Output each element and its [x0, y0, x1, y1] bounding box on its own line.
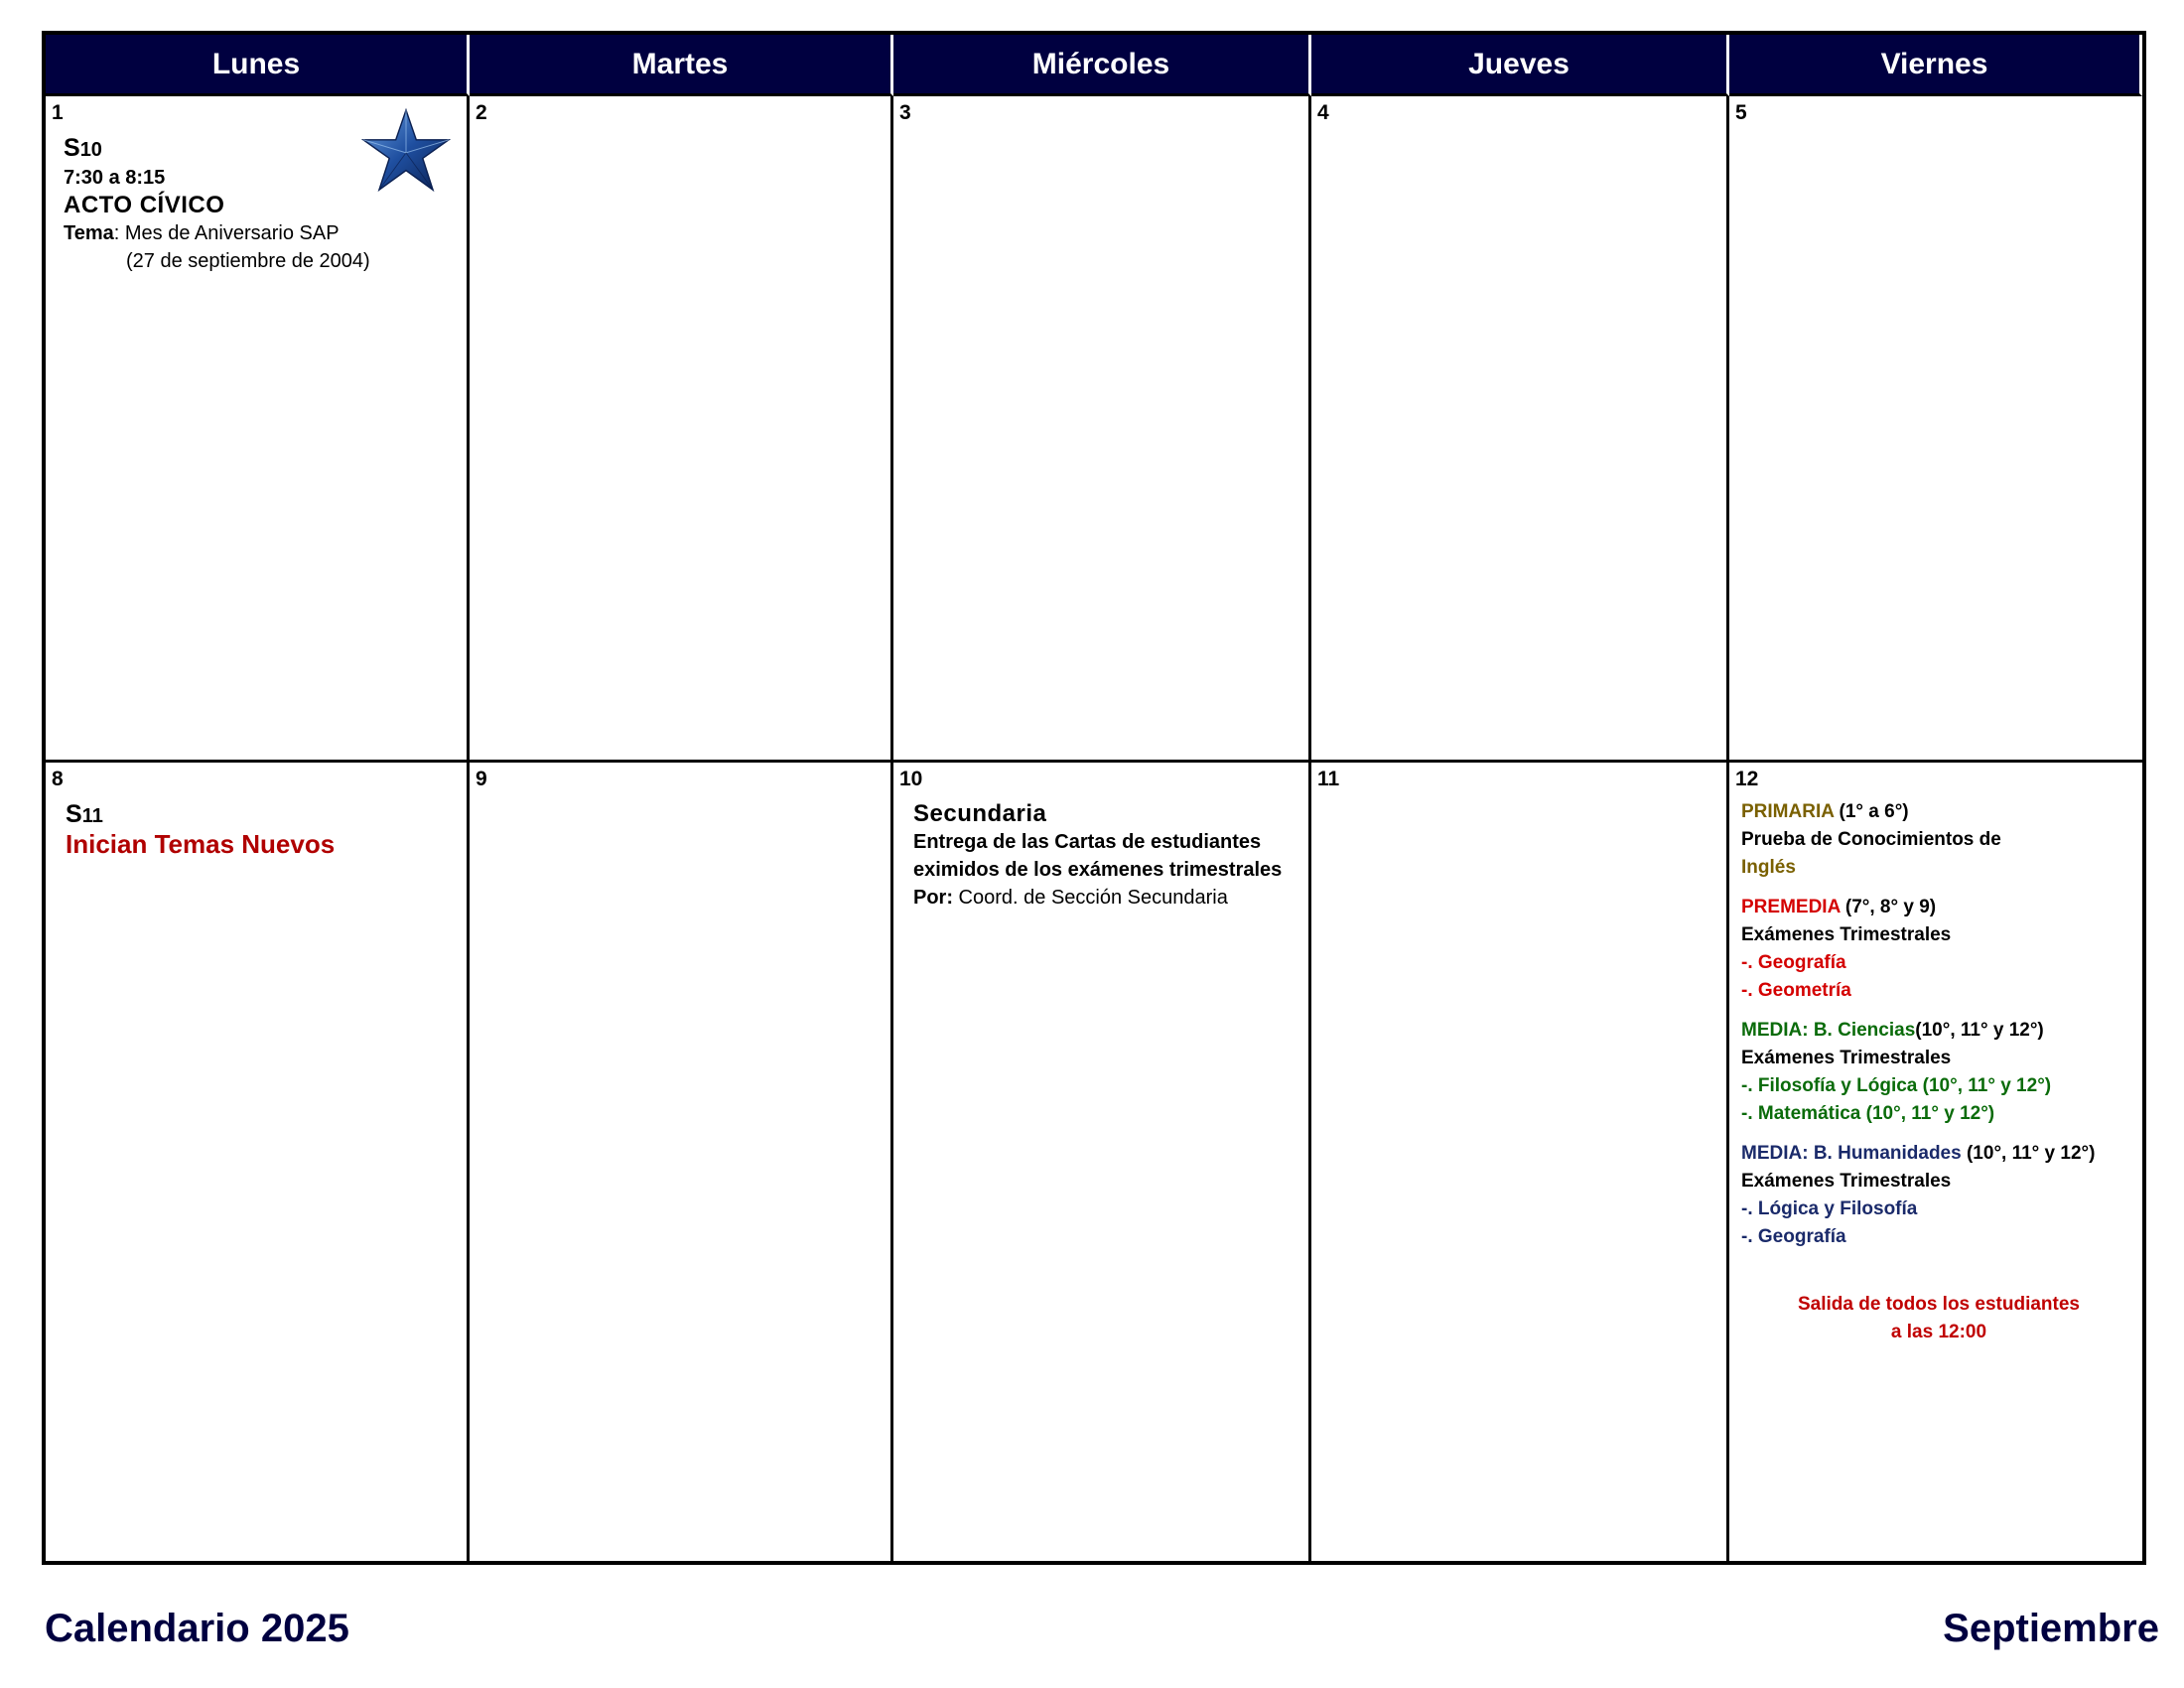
- calendar-grid: [42, 31, 2146, 1565]
- premedia-line: Exámenes Trimestrales: [1741, 924, 1952, 945]
- day-number: 11: [1317, 768, 1340, 790]
- day-cell-1: [46, 96, 470, 763]
- event-tema: Tema: Mes de Aniversario SAP: [64, 222, 340, 244]
- week-label: S10: [64, 134, 102, 162]
- day-cell-2: [470, 96, 893, 763]
- day-cell-4: [1311, 96, 1729, 763]
- header-jueves: Jueves: [1311, 35, 1729, 96]
- day-number: 5: [1735, 101, 1747, 124]
- event-line: eximidos de los exámenes trimestrales: [913, 859, 1283, 881]
- day-cell-10: [893, 763, 1311, 1561]
- header-martes: Martes: [470, 35, 893, 96]
- ciencias-subject: -. Matemática (10°, 11° y 12°): [1741, 1103, 1995, 1124]
- event-title: Inician Temas Nuevos: [66, 829, 336, 859]
- event-time: 7:30 a 8:15: [64, 167, 166, 189]
- primaria-line: Prueba de Conocimientos de: [1741, 829, 2001, 850]
- day-number: 3: [899, 101, 911, 124]
- day-cell-11: [1311, 763, 1729, 1561]
- event-por: Por: Coord. de Sección Secundaria: [913, 887, 1228, 909]
- event-block: [64, 134, 461, 275]
- humanidades-heading: MEDIA: B. Humanidades (10°, 11° y 12°): [1741, 1143, 2096, 1164]
- week-label: S11: [66, 800, 103, 828]
- day-number: 1: [52, 101, 64, 124]
- header-miercoles: Miércoles: [893, 35, 1311, 96]
- event-line: Entrega de las Cartas de estudiantes: [913, 831, 1262, 853]
- primaria-subject: Inglés: [1741, 857, 1796, 878]
- day-number: 4: [1317, 101, 1329, 124]
- ciencias-subject: -. Filosofía y Lógica (10°, 11° y 12°): [1741, 1075, 2052, 1096]
- salida-note: a las 12:00: [1890, 1322, 1987, 1342]
- calendar-title: Calendario 2025: [45, 1607, 349, 1650]
- day-cell-5: [1729, 96, 2142, 763]
- salida-note: Salida de todos los estudiantes: [1797, 1294, 2080, 1315]
- day-number: 8: [52, 768, 64, 790]
- day-number: 10: [899, 768, 923, 790]
- day-number: 12: [1735, 768, 1759, 790]
- event-tema-date: (27 de septiembre de 2004): [126, 250, 370, 272]
- premedia-subject: -. Geografía: [1741, 952, 1846, 973]
- humanidades-subject: -. Lógica y Filosofía: [1741, 1198, 1918, 1219]
- ciencias-line: Exámenes Trimestrales: [1741, 1048, 1952, 1068]
- event-title: Secundaria: [913, 800, 1047, 827]
- premedia-heading: PREMEDIA (7°, 8° y 9): [1741, 897, 1937, 917]
- header-viernes: Viernes: [1729, 35, 2142, 96]
- day-number: 9: [476, 768, 487, 790]
- month-title: Septiembre: [1943, 1607, 2159, 1650]
- header-lunes: Lunes: [46, 35, 470, 96]
- day-number: 2: [476, 101, 487, 124]
- event-title: ACTO CÍVICO: [64, 192, 225, 218]
- day-cell-8: [46, 763, 470, 1561]
- premedia-subject: -. Geometría: [1741, 980, 1851, 1001]
- day-cell-9: [470, 763, 893, 1561]
- ciencias-heading: MEDIA: B. Ciencias(10°, 11° y 12°): [1741, 1020, 2044, 1041]
- event-block: [913, 800, 1302, 912]
- event-block: [1741, 798, 2136, 1346]
- humanidades-subject: -. Geografía: [1741, 1226, 1846, 1247]
- primaria-heading: PRIMARIA (1° a 6°): [1741, 801, 1909, 822]
- event-block: [66, 800, 461, 858]
- day-cell-12: [1729, 763, 2142, 1561]
- humanidades-line: Exámenes Trimestrales: [1741, 1171, 1952, 1192]
- day-cell-3: [893, 96, 1311, 763]
